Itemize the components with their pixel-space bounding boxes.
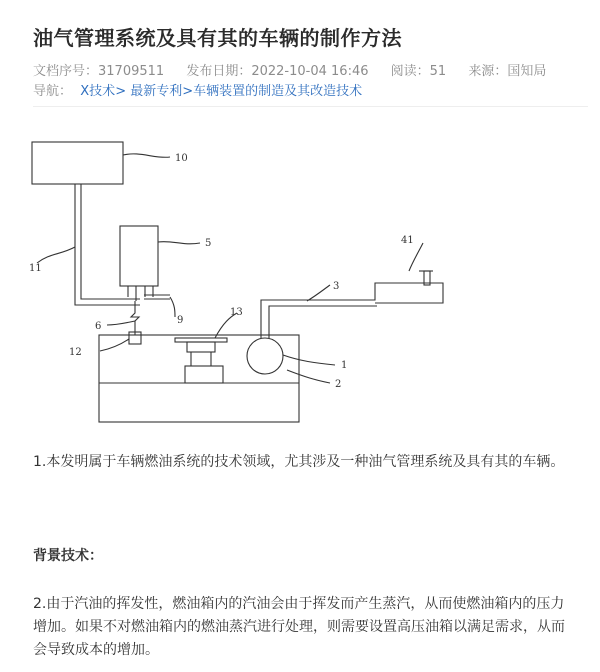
figure-label-2: 2	[335, 379, 342, 390]
figure-label-6: 6	[95, 321, 102, 332]
figure-label-3: 3	[333, 281, 340, 292]
publish-date: 发布日期：2022-10-04 16:46	[186, 64, 369, 79]
breadcrumb	[33, 80, 362, 99]
header-divider	[33, 106, 588, 107]
paragraph-1: 1.本发明属于车辆燃油系统的技术领域，尤其涉及一种油气管理系统及具有其的车辆。	[33, 454, 565, 470]
section-heading-background: 背景技术：	[33, 548, 103, 564]
breadcrumb-separator: >	[182, 84, 194, 99]
fuel-tank-1	[99, 335, 299, 422]
figure-label-11: 11	[29, 263, 42, 274]
figure-label-12: 12	[69, 347, 82, 358]
figure-label-9: 9	[177, 315, 184, 326]
read-count: 阅读：51	[390, 64, 447, 79]
figure-label-1: 1	[341, 360, 348, 371]
breadcrumb-link-latest-patents[interactable]: 最新专利	[130, 84, 183, 99]
breadcrumb-label: 导航：	[33, 84, 73, 99]
float-2	[247, 338, 283, 374]
doc-number: 文档序号：31709511	[33, 64, 165, 79]
figure-label-13: 13	[230, 307, 243, 318]
page-title: 油气管理系统及具有其的车辆的制作方法	[33, 26, 402, 50]
paragraph-2: 2.由于汽油的挥发性，燃油箱内的汽油会由于挥发而产生蒸汽，从而使燃油箱内的压力增加。如果不对燃油箱内的燃油蒸汽进行处理，则需要设置高压油箱以满足需求，从而会导致成本的增加。	[33, 596, 565, 658]
figure-label-5: 5	[205, 238, 212, 249]
breadcrumb-separator: >	[115, 84, 127, 99]
figure-label-10: 10	[175, 153, 188, 164]
pipe-11	[75, 184, 140, 305]
source: 来源：国知局	[468, 64, 547, 79]
pump-13	[185, 366, 223, 383]
breadcrumb-link-vehicle-devices[interactable]: 车辆装置的制造及其改造技术	[193, 84, 363, 99]
breadcrumb-link-x-tech[interactable]: X技术	[80, 84, 116, 99]
figure-label-41: 41	[401, 235, 414, 246]
article-meta	[33, 60, 564, 79]
valve-box-5	[120, 226, 158, 286]
canister-box-10	[32, 142, 123, 184]
patent-figure	[25, 125, 495, 430]
